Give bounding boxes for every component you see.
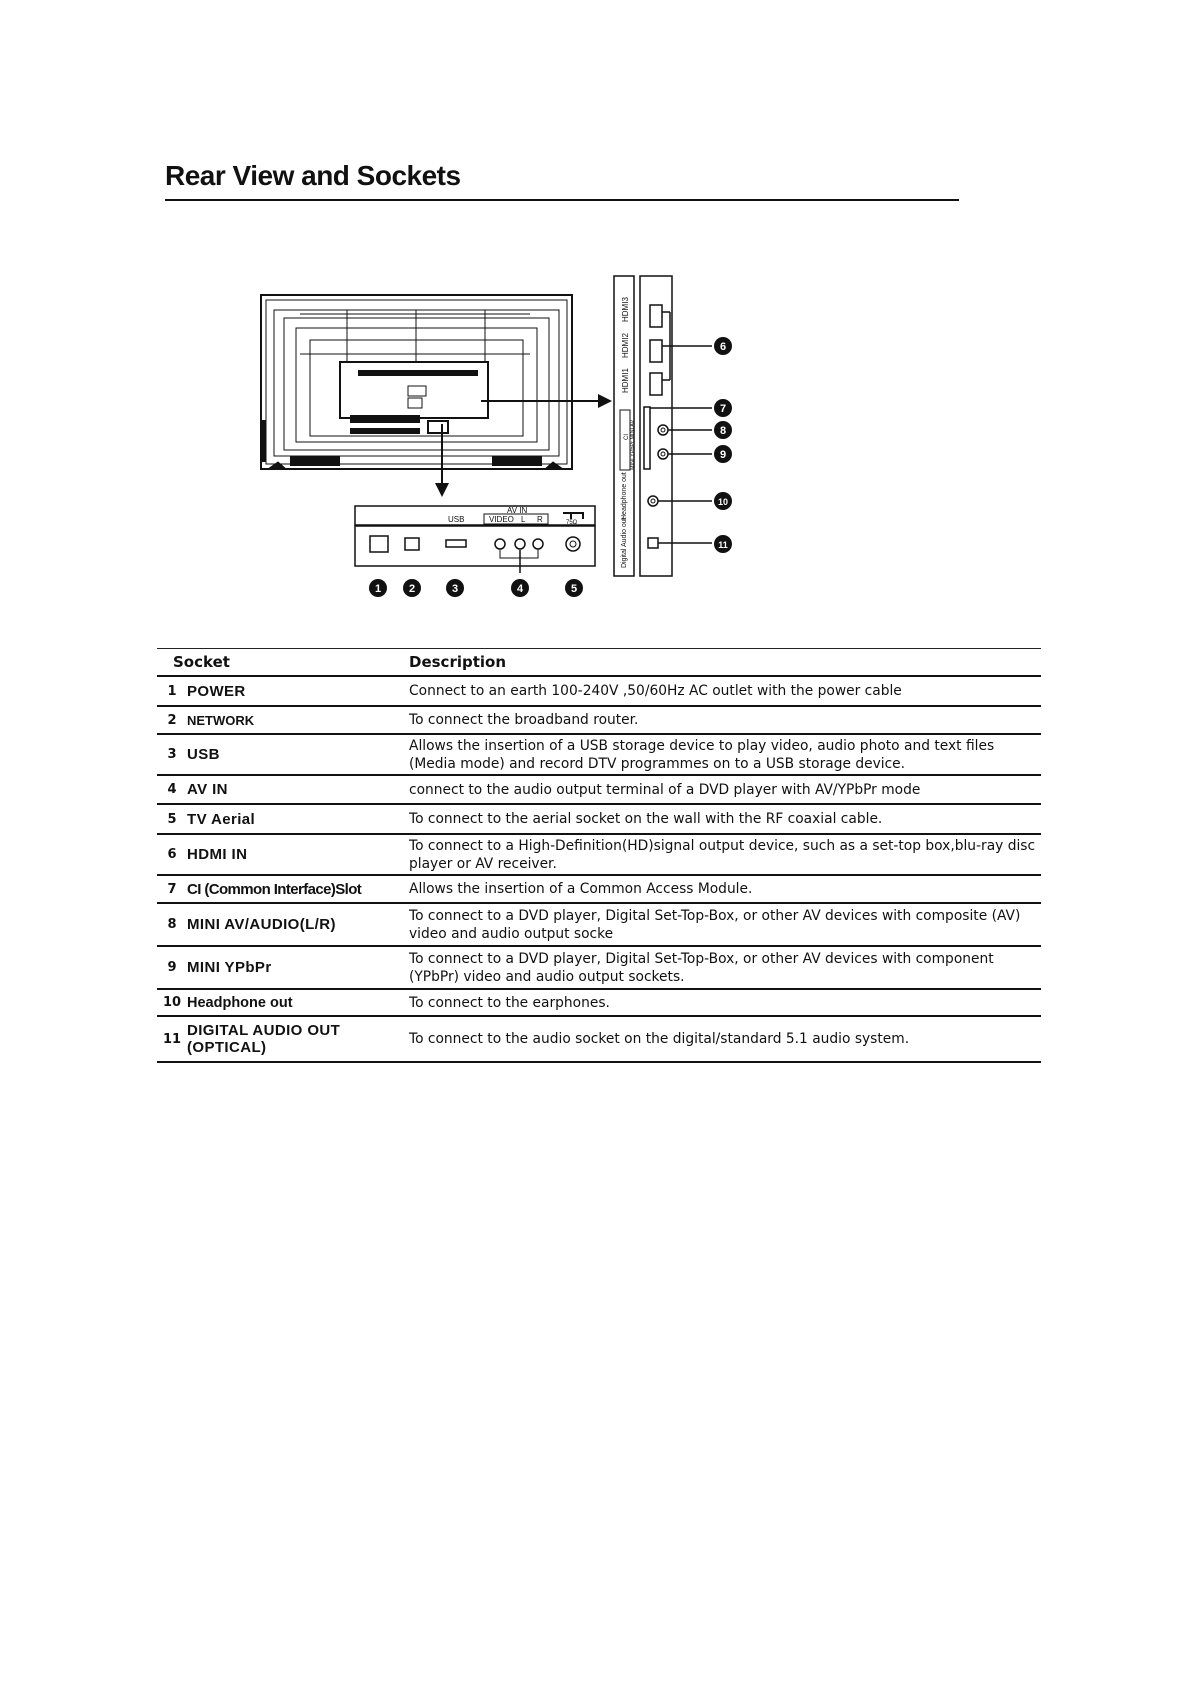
socket-name: POWER [187,682,246,700]
rear-view-diagram [0,0,1190,640]
usb-port-label: USB [448,515,465,524]
socket-name: MINI AV/AUDIO(L/R) [187,916,336,933]
socket-description: Connect to an earth 100-240V ,50/60Hz AC outlet with the power cable [409,683,902,699]
row-number: 8 [167,917,177,932]
headphone-label: Headphone out [621,472,628,520]
av-in-label: AV IN [507,506,528,515]
table-row [157,706,1041,734]
callout-7 [714,399,732,417]
svg-text:3: 3 [451,583,459,595]
row-number: 5 [167,811,177,827]
socket-description: To connect to the earphones. [409,994,610,1011]
aerial-label: 75Ω [566,520,578,526]
bottom-panel-labels [448,506,583,526]
svg-text:1: 1 [374,583,382,595]
socket-description: Allows the insertion of a USB storage device to play video, audio photo and text files (Media mode) and record DTV programmes on to a USB storage device. [409,737,995,772]
table-header-row [157,649,1041,677]
table-row [157,676,1041,706]
socket-name: NETWORK [187,712,255,728]
svg-text:4: 4 [516,583,524,595]
socket-description: To connect to the aerial socket on the wall with the RF coaxial cable. [409,811,883,827]
table-row [157,1016,1041,1062]
socket-description: Allows the insertion of a Common Access Module. [409,881,753,897]
callout-5 [565,579,583,597]
callout-3 [446,579,464,597]
svg-text:6: 6 [719,341,727,353]
socket-name: USB [187,746,220,763]
table-row [157,775,1041,804]
row-number: 9 [167,960,177,975]
socket-name: MINI YPbPr [187,959,272,976]
socket-name: Headphone out [187,994,293,1011]
callout-11 [714,535,732,553]
callout-6 [714,337,732,355]
callout-8 [714,421,732,439]
callout-4 [511,579,529,597]
svg-text:11: 11 [718,540,728,550]
table-row [157,734,1041,775]
socket-description: To connect to a High-Definition(HD)signal output device, such as a set-top box,blu-ray disc player or AV receiver. [409,837,1036,872]
callout-10 [714,492,732,510]
socket-description: To connect to a DVD player, Digital Set-Top-Box, or other AV devices with composite (AV) video and audio output socke [409,907,1021,942]
row-number: 1 [167,683,177,699]
hdmi2-label: HDMI2 [621,333,630,358]
socket-description: To connect to a DVD player, Digital Set-Top-Box, or other AV devices with component (YPbPr) video and audio output sockets. [409,950,994,985]
table-row [157,875,1041,903]
svg-text:8: 8 [719,425,727,437]
callout-9 [714,445,732,463]
callout-2 [403,579,421,597]
digital-label: Digital Audio out [621,517,628,568]
mini-label: MINI YPbPr MINI AV [630,419,636,470]
socket-description: connect to the audio output terminal of a DVD player with AV/YPbPr mode [409,781,921,798]
ci-label: CI [624,434,630,440]
bottom-panel [355,506,595,573]
video-label: VIDEO [489,515,514,524]
socket-column-header: Socket [173,653,230,671]
socket-description: To connect the broadband router. [409,712,639,728]
table-row [157,804,1041,834]
row-number: 3 [167,747,177,762]
socket-name: CI (Common Interface)Slot [187,880,362,898]
socket-name: TV Aerial [187,810,256,828]
hdmi3-label: HDMI3 [621,297,630,322]
socket-name: HDMI IN [187,846,248,863]
callout-1 [369,579,387,597]
table-row [157,946,1041,989]
table-row [157,989,1041,1016]
r-label: R [537,515,543,524]
table-row [157,903,1041,946]
table-row [157,834,1041,875]
svg-text:5: 5 [570,583,578,595]
svg-text:9: 9 [719,449,727,461]
socket-description: To connect to the audio socket on the digital/standard 5.1 audio system. [409,1031,910,1047]
l-label: L [521,515,526,524]
hdmi1-label: HDMI1 [621,368,630,393]
tv-back-illustration [261,295,572,469]
row-number: 7 [167,881,177,897]
sockets-table [157,648,1041,1063]
row-number: 11 [162,1031,182,1047]
socket-name: AV IN [187,781,228,798]
socket-name: DIGITAL AUDIO OUT (OPTICAL) [187,1022,341,1056]
page-title: Rear View and Sockets [165,160,461,191]
row-number: 4 [167,782,177,797]
svg-text:7: 7 [719,403,727,415]
row-number: 6 [167,847,177,862]
row-number: 10 [162,995,182,1010]
svg-text:10: 10 [717,497,729,507]
description-column-header: Description [409,653,507,671]
row-number: 2 [167,712,177,728]
svg-text:2: 2 [408,583,416,595]
